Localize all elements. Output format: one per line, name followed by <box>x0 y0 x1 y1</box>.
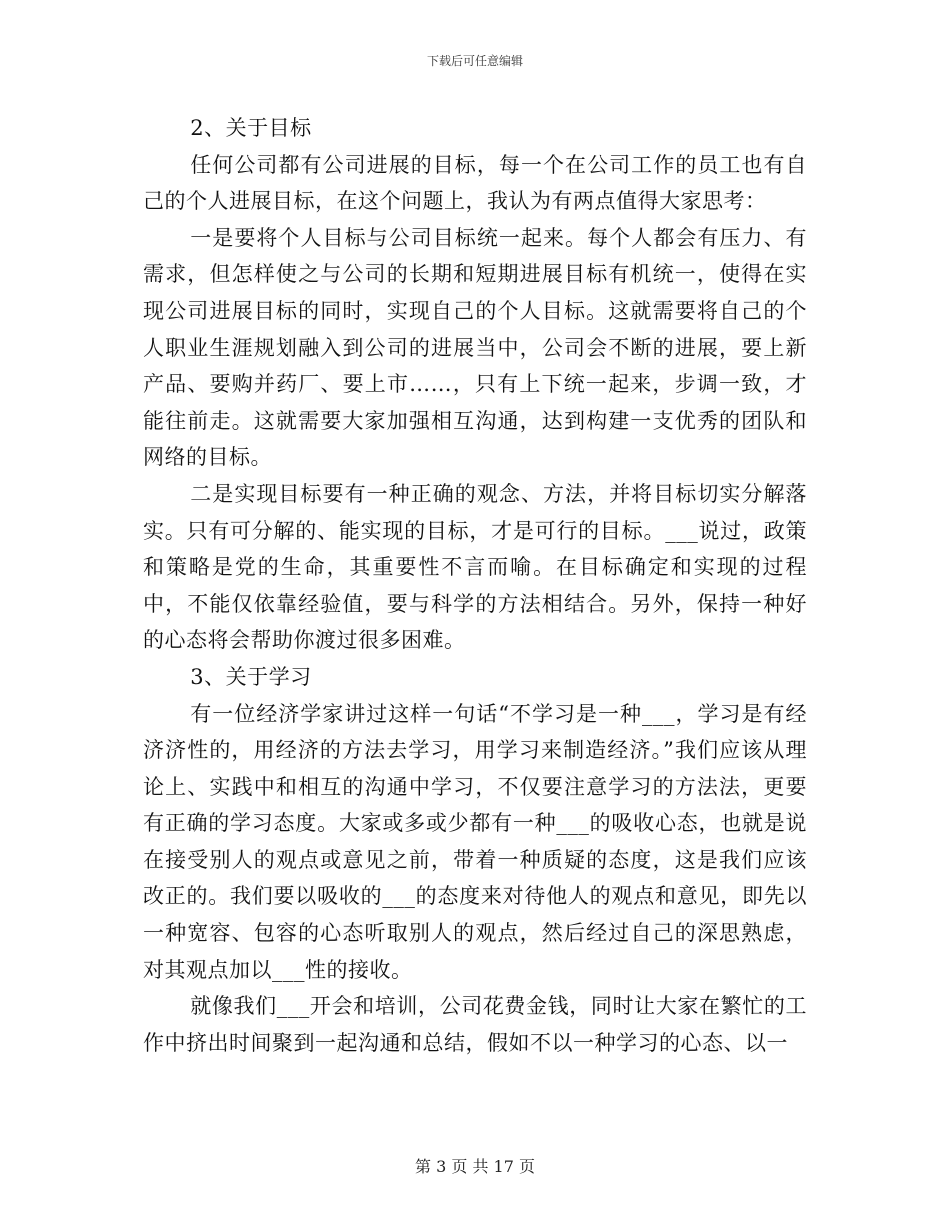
paragraph: 任何公司都有公司进展的目标，每一个在公司工作的员工也有自己的个人进展目标，在这个问题上，我认为有两点值得大家思考： <box>143 152 807 214</box>
section-heading-goals: 2、关于目标 <box>190 116 312 140</box>
page-number: 第 3 页 共 17 页 <box>415 1157 535 1176</box>
page-header-note: 下载后可任意编辑 <box>426 54 523 68</box>
paragraph: 二是实现目标要有一种正确的观念、方法，并将目标切实分解落实。只有可分解的、能实现的目标，才是可行的目标。___说过，政策和策略是党的生命，其重要性不言而喻。在目标确定和实现的过程中，不能仅依靠经验值，要与科学的方法相结合。另外，保持一种好的心态将会帮助你渡过很多困难。 <box>143 481 807 653</box>
section-heading-learning: 3、关于学习 <box>190 664 312 689</box>
paragraph: 就像我们___开会和培训，公司花费金钱，同时让大家在繁忙的工作中挤出时间聚到一起沟通和总结，假如不以一种学习的心态、以一 <box>143 994 807 1055</box>
paragraph: 一是要将个人目标与公司目标统一起来。每个人都会有压力、有需求，但怎样使之与公司的长期和短期进展目标有机统一，使得在实现公司进展目标的同时，实现自己的个人目标。这就需要将自己的个人职业生涯规划融入到公司的进展当中，公司会不断的进展，要上新产品、要购并药厂、要上市……，只有上下统一起来，步调一致，才能往前走。这就需要大家加强相互沟通，达到构建一支优秀的团队和网络的目标。 <box>143 225 807 470</box>
paragraph: 有一位经济学家讲过这样一句话“不学习是一种___，学习是有经济济性的，用经济的方法去学习，用学习来制造经济。”我们应该从理论上、实践中和相互的沟通中学习，不仅要注意学习的方法法，更要有正确的学习态度。大家或多或少都有一种___的吸收心态，也就是说在接受别人的观点或意见之前，带着一种质疑的态度，这是我们应该改正的。我们要以吸收的___的态度来对待他人的观点和意见，即先以一种宽容、包容的心态听取别人的观点，然后经过自己的深思熟虑，对其观点加以___性的接收。 <box>143 701 807 982</box>
document-body <box>143 110 807 1061</box>
